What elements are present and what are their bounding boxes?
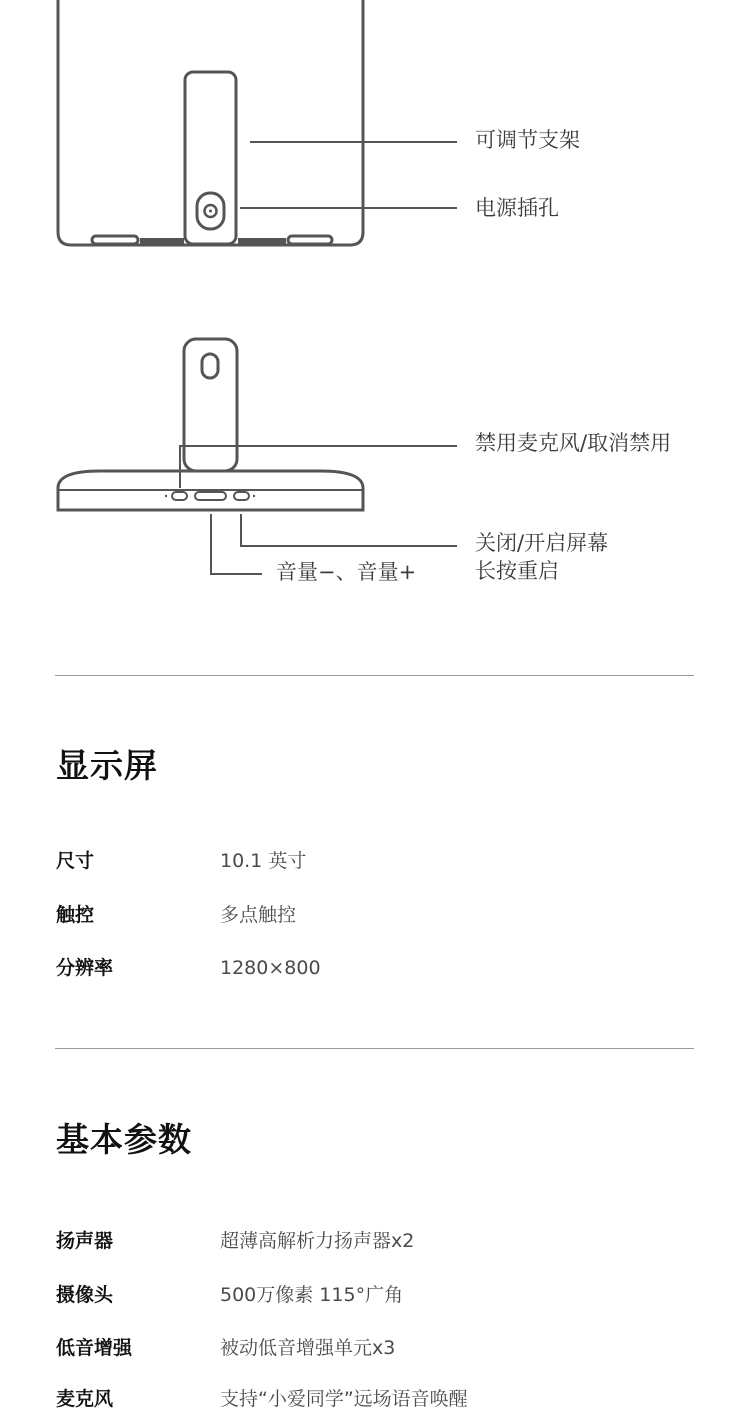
callout-volume: 音量−、音量+ xyxy=(276,560,417,584)
spec-label: 扬声器 xyxy=(56,1230,114,1252)
spec-row xyxy=(56,1226,696,1256)
product-diagram xyxy=(0,0,750,620)
spec-value: 500万像素 115°广角 xyxy=(220,1284,404,1306)
bottom-view xyxy=(58,339,363,510)
spec-label: 摄像头 xyxy=(56,1284,114,1306)
spec-value: 被动低音增强单元x3 xyxy=(220,1337,396,1359)
spec-label: 分辨率 xyxy=(56,957,114,979)
divider xyxy=(55,1048,694,1049)
spec-row xyxy=(56,1384,696,1414)
spec-value: 10.1 英寸 xyxy=(220,850,307,872)
callout-power-port: 电源插孔 xyxy=(475,196,559,220)
screen-leader-line xyxy=(241,514,457,546)
spec-row xyxy=(56,1280,696,1310)
spec-row xyxy=(56,900,696,930)
spec-value: 支持“小爱同学”远场语音唤醒 xyxy=(220,1388,468,1410)
callout-stand: 可调节支架 xyxy=(475,128,580,152)
spec-label: 麦克风 xyxy=(56,1388,114,1410)
spec-value: 1280×800 xyxy=(220,957,321,979)
spec-label: 尺寸 xyxy=(56,850,95,872)
section-title-basic: 基本参数 xyxy=(56,1120,192,1159)
spec-label: 触控 xyxy=(56,904,95,926)
callout-screen-toggle: 关闭/开启屏幕 xyxy=(475,531,609,555)
spec-label: 低音增强 xyxy=(56,1337,133,1359)
spec-row xyxy=(56,846,696,876)
section-title-display: 显示屏 xyxy=(56,746,158,785)
spec-value: 超薄高解析力扬声器x2 xyxy=(220,1230,415,1252)
device-illustration xyxy=(0,0,750,620)
callout-mic-toggle: 禁用麦克风/取消禁用 xyxy=(475,431,672,455)
callout-reboot: 长按重启 xyxy=(475,559,559,583)
spec-row xyxy=(56,953,696,983)
spec-value: 多点触控 xyxy=(220,904,297,926)
spec-row xyxy=(56,1333,696,1363)
divider xyxy=(55,675,694,676)
volume-leader-line xyxy=(211,514,262,574)
